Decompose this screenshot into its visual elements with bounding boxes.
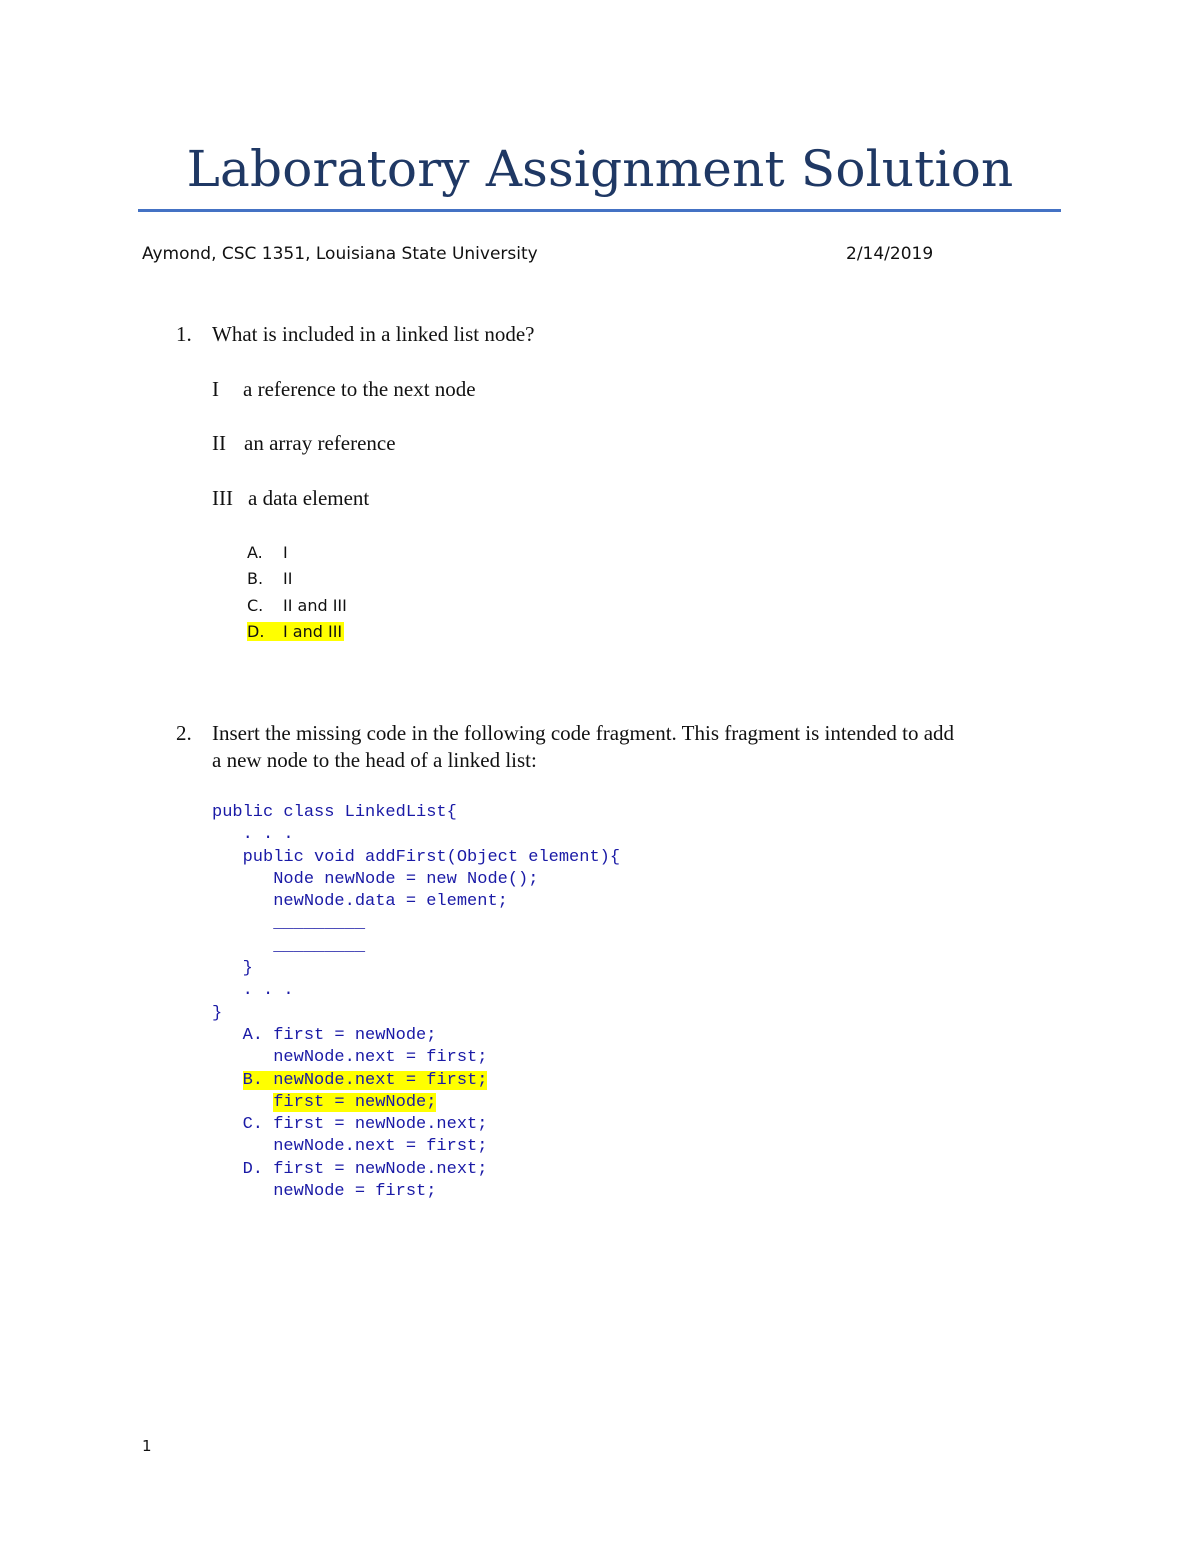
q1-item-label: I: [212, 377, 219, 401]
page-number: 1: [142, 1437, 152, 1455]
q1-item-label: II: [212, 431, 226, 455]
q2-option-correct-line: B. newNode.next = first;: [242, 1070, 488, 1090]
code-line: }: [212, 959, 253, 979]
q1-item-text: a reference to the next node: [243, 377, 476, 401]
q1-option: B. II: [247, 569, 293, 588]
q1-number: 1.: [176, 322, 192, 346]
code-line: public class LinkedList{: [212, 803, 457, 822]
code-line: . . .: [212, 981, 294, 1001]
q2-option-line: newNode.next = first;: [212, 1048, 488, 1068]
q1-option-correct: D. I and III: [247, 622, 343, 641]
q2-option-line: C. first = newNode.next;: [212, 1115, 488, 1135]
q1-item-text: an array reference: [244, 431, 396, 455]
code-block: [212, 802, 620, 1203]
page-title: Laboratory Assignment Solution: [186, 140, 1014, 198]
title-rule: [138, 209, 1061, 212]
q1-question: What is included in a linked list node?: [212, 322, 535, 346]
q2-option-line: newNode.next = first;: [212, 1137, 488, 1157]
code-line: . . .: [212, 825, 294, 845]
code-line: public void addFirst(Object element){: [212, 847, 621, 867]
code-line: }: [212, 1003, 223, 1023]
code-line: _________: [212, 936, 366, 956]
date-line: 2/14/2019: [846, 244, 934, 264]
code-line: _________: [212, 914, 366, 934]
author-line: Aymond, CSC 1351, Louisiana State University: [142, 244, 538, 264]
q2-question-line: a new node to the head of a linked list:: [212, 748, 537, 772]
q1-item-text: a data element: [248, 486, 370, 510]
q1-option: C. II and III: [247, 596, 347, 615]
code-line: Node newNode = new Node();: [212, 869, 539, 889]
q1-item-label: III: [212, 486, 233, 510]
q2-question-line: Insert the missing code in the following code fragment. This fragment is intended to add: [212, 721, 955, 745]
q2-option-line: D. first = newNode.next;: [212, 1159, 488, 1179]
q2-number: 2.: [176, 721, 192, 745]
q1-option: A. I: [247, 543, 288, 562]
q2-option-correct-line: first = newNode;: [273, 1092, 437, 1112]
code-line: newNode.data = element;: [212, 892, 508, 912]
q2-option-line: A. first = newNode;: [212, 1025, 437, 1045]
q2-option-line: newNode = first;: [212, 1182, 437, 1202]
